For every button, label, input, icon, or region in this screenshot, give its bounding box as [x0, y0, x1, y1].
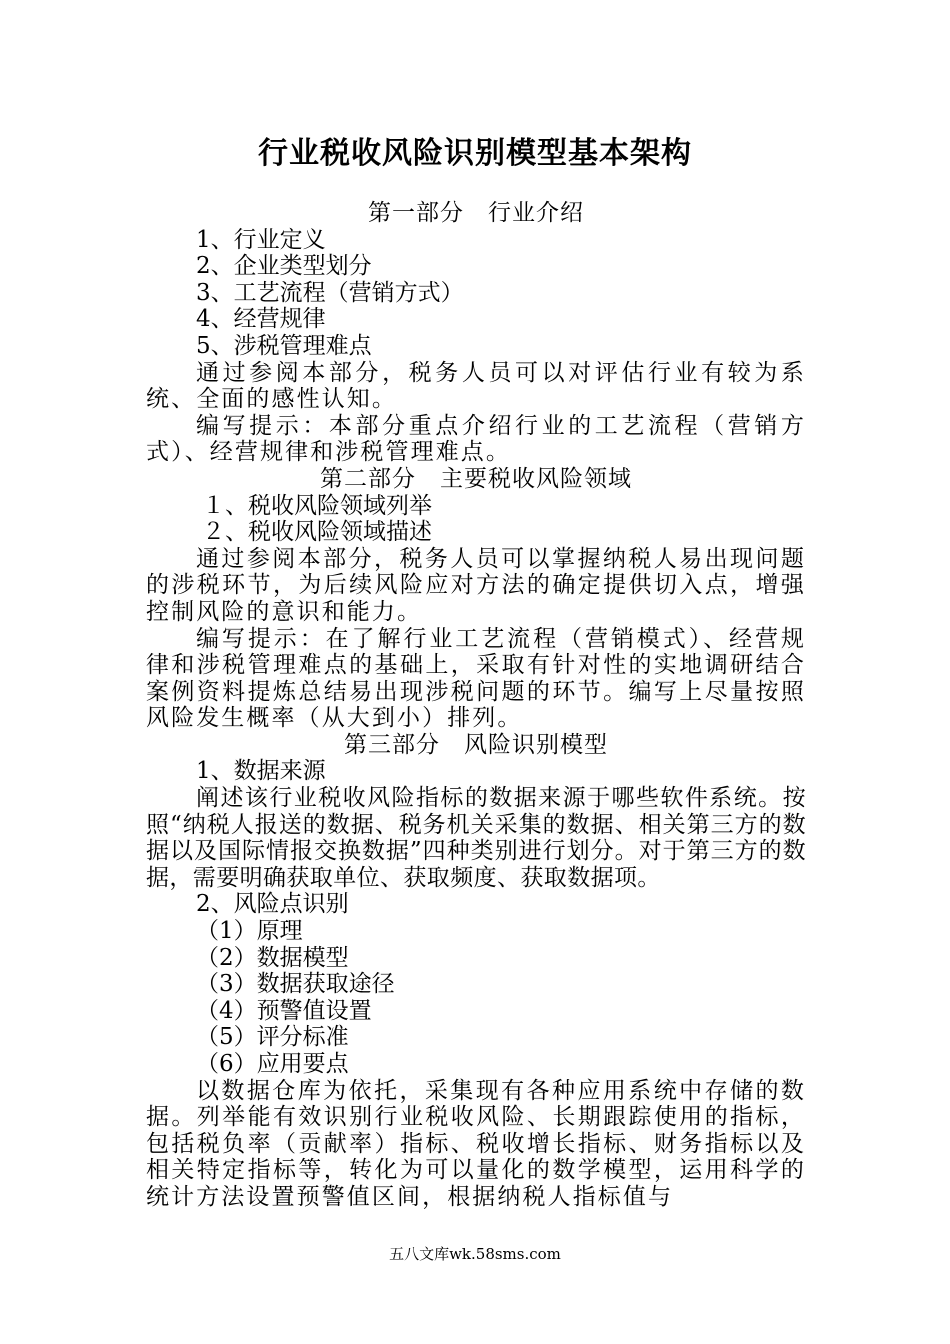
- part1-paragraph-1: 通过参阅本部分，税务人员可以对评估行业有较为系统、全面的感性认知。: [146, 359, 806, 413]
- part3-paragraph-2: 以数据仓库为依托，采集现有各种应用系统中存储的数据。列举能有效识别行业税收风险、长期跟踪使用的指标，包括税负率（贡献率）指标、税收增长指标、财务指标以及相关特定指标等，转化为可以量化的数学模型，运用科学的统计方法设置预警值区间，根据纳税人指标值与: [146, 1077, 806, 1210]
- part2-heading: 第二部分 主要税收风险领域: [320, 465, 632, 492]
- footer-watermark-text: 五八文库wk.58sms.com: [389, 1245, 561, 1263]
- document-body: [146, 200, 806, 1211]
- part1-item: 4、经营规律: [196, 306, 326, 333]
- part1-heading: 第一部分 行业介绍: [368, 200, 584, 226]
- part1-item: 2、企业类型划分: [196, 253, 372, 280]
- part3-item-risk-identification: 2、风险点识别: [196, 891, 349, 918]
- part3-paragraph-1: 阐述该行业税收风险指标的数据来源于哪些软件系统。按照“纳税人报送的数据、税务机关采集的数据、相关第三方的数据以及国际情报交换数据”四种类别进行划分。对于第三方的数据，需要明确获取单位、获取频度、获取数据项。: [146, 785, 806, 891]
- part2-paragraph-1: 通过参阅本部分，税务人员可以掌握纳税人易出现问题的涉税环节，为后续风险应对方法的确定提供切入点，增强控制风险的意识和能力。: [146, 545, 806, 625]
- part3-subitem: （5）评分标准: [196, 1024, 349, 1051]
- part3-subitem: （6）应用要点: [196, 1051, 349, 1077]
- part2-paragraph-2: 编写提示：在了解行业工艺流程（营销模式）、经营规律和涉税管理难点的基础上，采取有针对性的实地调研结合案例资料提炼总结易出现涉税问题的环节。编写上尽量按照风险发生概率（从大到小）排列。: [146, 625, 806, 732]
- document-title: 行业税收风险识别模型基本架构: [258, 136, 692, 171]
- part1-item: 5、涉税管理难点: [196, 332, 372, 359]
- part2-item: １、税收风险领域列举: [202, 492, 432, 519]
- part1-item: 1、行业定义: [196, 226, 326, 253]
- part3-subitem: （2）数据模型: [196, 944, 349, 971]
- part3-subitem: （3）数据获取途径: [196, 971, 395, 998]
- part3-subitem: （4）预警值设置: [196, 997, 372, 1024]
- part3-item-data-source: 1、数据来源: [196, 758, 326, 785]
- part3-subitem: （1）原理: [196, 918, 303, 945]
- part1-item: 3、工艺流程（营销方式）: [196, 279, 464, 306]
- part2-item: ２、税收风险领域描述: [202, 519, 432, 546]
- part3-heading: 第三部分 风险识别模型: [344, 731, 608, 758]
- part1-paragraph-2: 编写提示：本部分重点介绍行业的工艺流程（营销方式）、经营规律和涉税管理难点。: [146, 412, 806, 466]
